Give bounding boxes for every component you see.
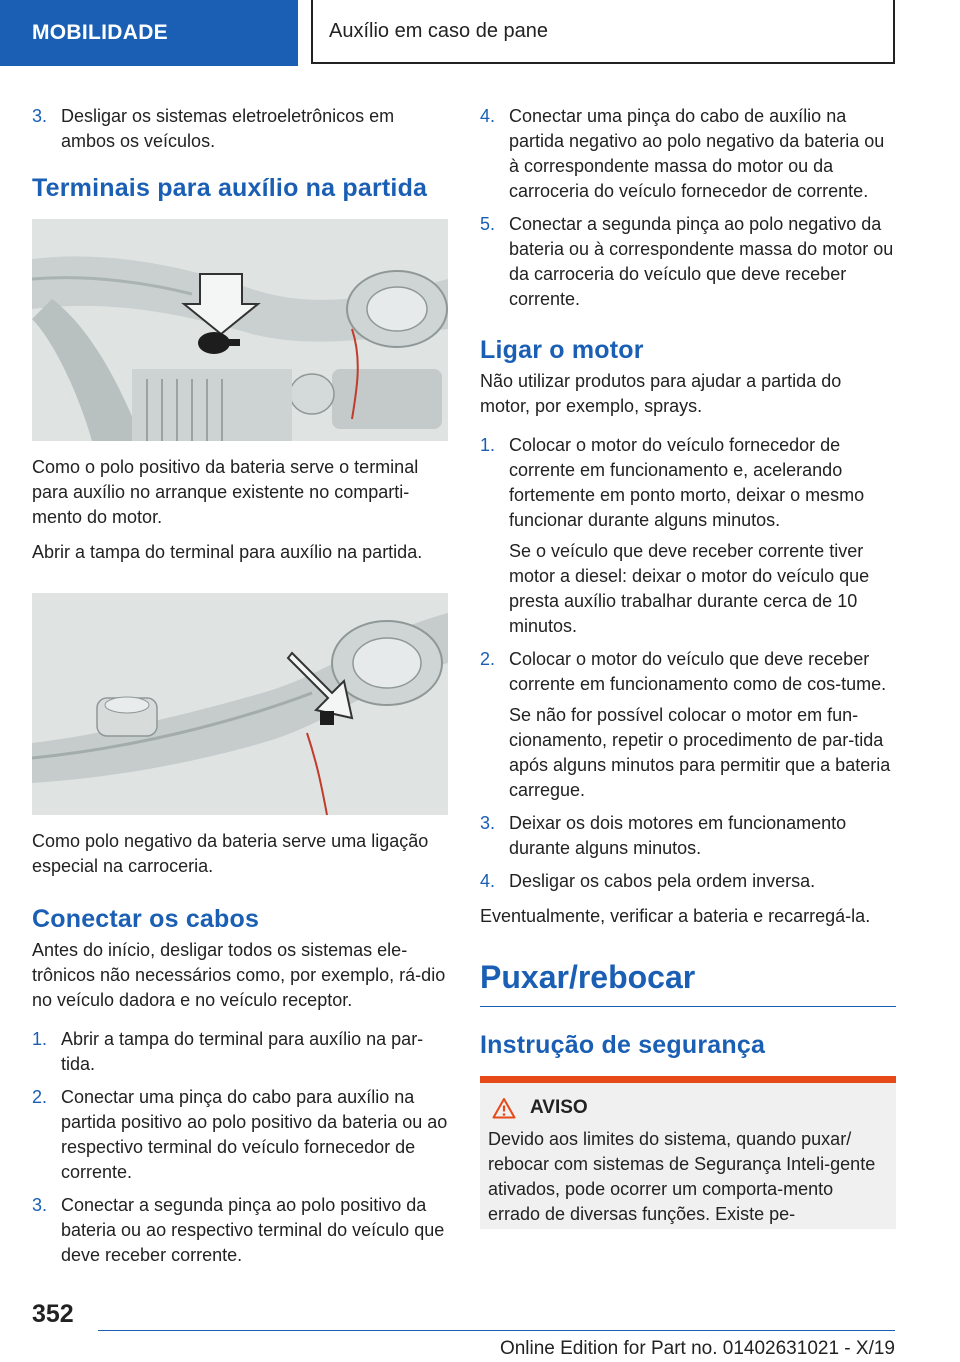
paragraph-conectar-intro: Antes do início, desligar todos os sistemas ele-trônicos não necessários como, por exemplo, rá-dio no veículo dadora e no veículo receptor. <box>32 940 446 1010</box>
heading-conectar: Conectar os cabos <box>32 905 260 933</box>
list-number: 3. <box>480 813 496 833</box>
list-item <box>480 104 896 204</box>
list-text: Conectar a segunda pinça ao polo negativo da bateria ou à correspondente massa do motor ou da carroceria do veículo que deve receber corrente. <box>509 214 894 309</box>
warning-text: Devido aos limites do sistema, quando puxar/ rebocar com sistemas de Segurança Inteli-gente ativados, pode ocorrer um comporta-mento errado de diversas funções. Existe pe- <box>488 1129 876 1224</box>
left-column <box>32 104 448 1278</box>
list-text: Colocar o motor do veículo fornecedor de corrente em funcionamento e, acelerando fortemente em ponto morto, deixar o mesmo funcionar durante alguns minutos. <box>509 435 865 530</box>
list-item <box>480 647 896 803</box>
list-text: Conectar a segunda pinça ao polo positivo da bateria ou ao respectivo terminal do veículo que deve receber corrente. <box>61 1195 445 1265</box>
list-text: Conectar uma pinça do cabo de auxílio na partida negativo ao polo negativo da bateria ou à correspondente massa do motor ou da carroceria do veículo fornecedor de corrente. <box>509 106 885 201</box>
list-text: Deixar os dois motores em funcionamento durante alguns minutos. <box>509 813 847 858</box>
list-item <box>480 212 896 312</box>
list-item <box>32 1193 448 1268</box>
intro-list <box>32 104 448 154</box>
list-text: Conectar uma pinça do cabo para auxílio na partida positivo ao polo positivo da bateria ou ao respectivo terminal do veículo fornecedor de corrente. <box>61 1087 448 1182</box>
list-item <box>32 1027 448 1077</box>
list-text: Desligar os cabos pela ordem inversa. <box>509 871 816 891</box>
list-number: 1. <box>32 1029 48 1049</box>
header-title: Auxílio em caso de pane <box>329 19 549 42</box>
engine-photo-positive-terminal <box>32 219 448 441</box>
paragraph-final: Eventualmente, verificar a bateria e recarregá-la. <box>480 906 871 926</box>
page-number: 352 <box>32 1300 74 1328</box>
list-number: 1. <box>480 435 496 455</box>
list-item <box>480 811 896 861</box>
list-text: Colocar o motor do veículo que deve receber corrente em funcionamento como de cos-tume. <box>509 649 887 694</box>
list-item <box>32 104 448 154</box>
list-item <box>480 869 896 894</box>
warning-box <box>480 1076 896 1229</box>
list-number: 3. <box>32 106 48 126</box>
list-number: 3. <box>32 1195 48 1215</box>
list-number: 2. <box>32 1087 48 1107</box>
right-column <box>480 104 896 1229</box>
heading-puxar: Puxar/rebocar <box>480 959 896 1007</box>
heading-instrucao: Instrução de segurança <box>480 1031 766 1059</box>
list-item <box>480 433 896 639</box>
paragraph-negative-terminal: Como polo negativo da bateria serve uma ligação especial na carroceria. <box>32 831 429 876</box>
warning-triangle-icon <box>492 1097 516 1119</box>
list-number: 4. <box>480 106 496 126</box>
warning-title: AVISO <box>530 1097 588 1118</box>
list-text: Abrir a tampa do terminal para auxílio na par-tida. <box>61 1029 424 1074</box>
footer-rule <box>98 1330 895 1331</box>
list-text: Desligar os sistemas eletroeletrônicos em ambos os veículos. <box>61 106 395 151</box>
header-section-tab <box>0 0 298 66</box>
connect-steps-continued <box>480 104 896 312</box>
engine-photo-negative-terminal <box>32 593 448 815</box>
warning-title-row <box>488 1097 888 1119</box>
heading-ligar: Ligar o motor <box>480 336 644 364</box>
list-subtext: Se o veículo que deve receber corrente tiver motor a diesel: deixar o motor do veículo que presta auxílio trabalhar durante cerca de 10 minutos. <box>509 541 870 636</box>
list-number: 5. <box>480 214 496 234</box>
connect-steps-list <box>32 1027 448 1268</box>
header-section-label: MOBILIDADE <box>32 21 168 44</box>
start-steps-list <box>480 433 896 894</box>
list-number: 2. <box>480 649 496 669</box>
header-title-box <box>311 0 895 64</box>
paragraph-open-cover: Abrir a tampa do terminal para auxílio na partida. <box>32 542 423 562</box>
list-item <box>32 1085 448 1185</box>
list-number: 4. <box>480 871 496 891</box>
paragraph-ligar: Não utilizar produtos para ajudar a partida do motor, por exemplo, sprays. <box>480 371 842 416</box>
footer-edition: Online Edition for Part no. 01402631021 - X/19 <box>499 1338 895 1359</box>
heading-terminais: Terminais para auxílio na partida <box>32 174 428 202</box>
paragraph-positive-terminal: Como o polo positivo da bateria serve o terminal para auxílio no arranque existente no comparti-mento do motor. <box>32 457 419 527</box>
list-subtext: Se não for possível colocar o motor em fun-cionamento, repetir o procedimento de par-tida após alguns minutos para permitir que a bateria carregue. <box>509 705 891 800</box>
